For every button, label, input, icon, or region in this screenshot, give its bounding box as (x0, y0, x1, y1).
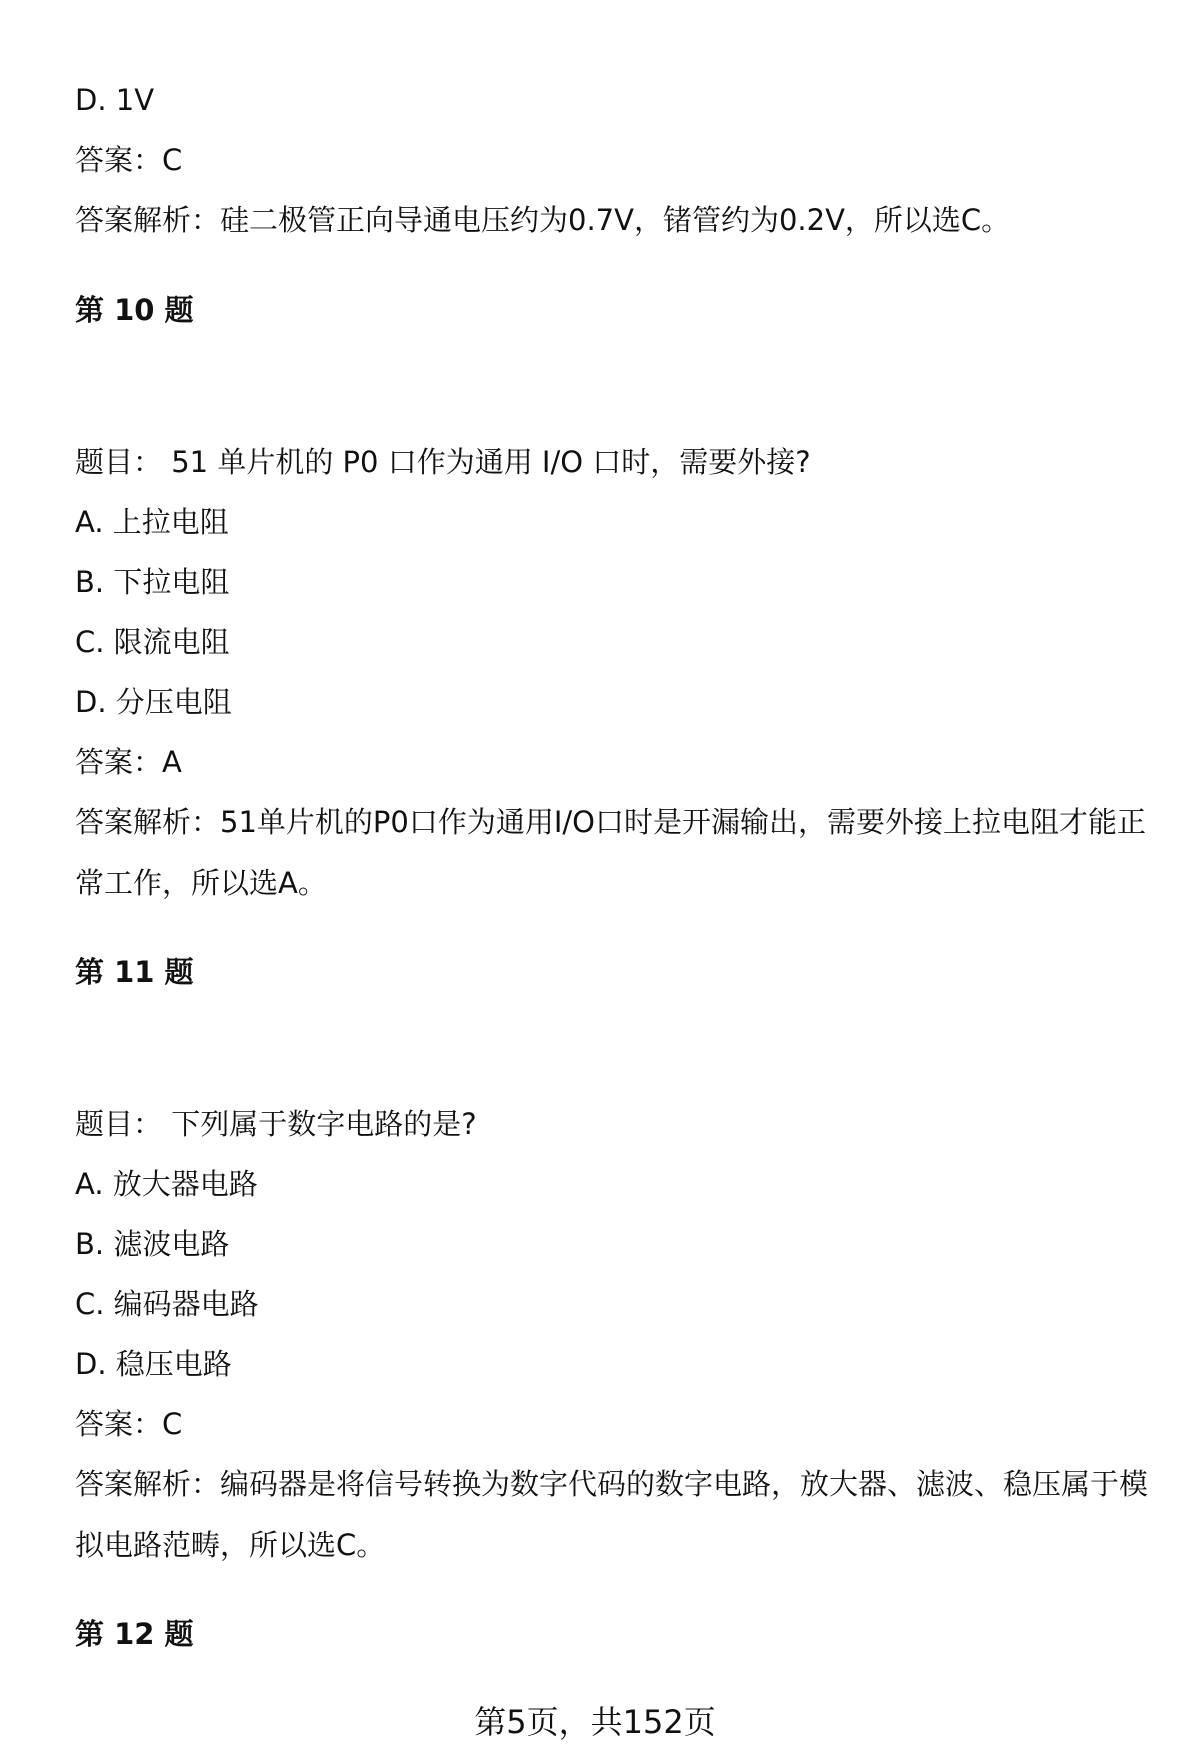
question-10-explanation: 答案解析：51单片机的P0口作为通用I/O口时是开漏输出，需要外接上拉电阻才能正常工作，所以选A。 (75, 805, 1146, 900)
question-10-option-c: C. 限流电阻 (75, 625, 230, 659)
page-indicator: 第5页，共152页 (474, 1703, 716, 1741)
question-10-text: 题目： 51 单片机的 P0 口作为通用 I/O 口时，需要外接? (75, 445, 811, 479)
question-11-option-b: B. 滤波电路 (75, 1227, 230, 1261)
question-11-text: 题目： 下列属于数字电路的是? (75, 1107, 477, 1141)
question-11-option-c: C. 编码器电路 (75, 1287, 259, 1321)
answer: 答案：C (75, 143, 183, 177)
question-10-heading: 第 10 题 (75, 293, 194, 327)
question-10-option-b: B. 下拉电阻 (75, 565, 230, 599)
question-11-heading: 第 11 题 (75, 955, 194, 989)
question-12-heading: 第 12 题 (75, 1617, 194, 1651)
option-d: D. 1V (75, 83, 155, 117)
question-10-option-d: D. 分压电阻 (75, 685, 232, 719)
question-11-option-d: D. 稳压电路 (75, 1347, 232, 1381)
question-11-answer: 答案：C (75, 1407, 183, 1441)
question-11-explanation: 答案解析：编码器是将信号转换为数字代码的数字电路，放大器、滤波、稳压属于模拟电路范畴，所以选C。 (75, 1467, 1149, 1562)
answer-explanation: 答案解析：硅二极管正向导通电压约为0.7V，锗管约为0.2V，所以选C。 (75, 203, 1011, 237)
question-10-answer: 答案：A (75, 745, 182, 779)
question-11-option-a: A. 放大器电路 (75, 1167, 258, 1201)
question-10-option-a: A. 上拉电阻 (75, 505, 229, 539)
